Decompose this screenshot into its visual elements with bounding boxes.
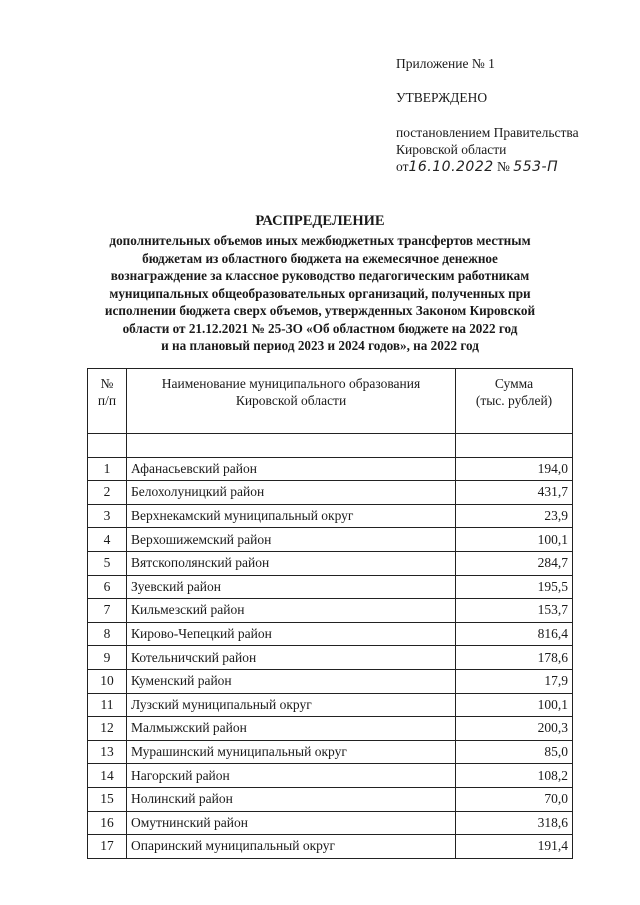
row-municipality: Котельничский район bbox=[127, 646, 456, 670]
table-row bbox=[88, 740, 573, 764]
row-number: 14 bbox=[88, 764, 127, 788]
row-sum: 70,0 bbox=[456, 787, 573, 811]
row-municipality: Вятскополянский район bbox=[127, 551, 456, 575]
decree-line-1: постановлением Правительства bbox=[396, 125, 579, 140]
table-row bbox=[88, 575, 573, 599]
row-number: 10 bbox=[88, 669, 127, 693]
title-line: муниципальных общеобразовательных организаций, полученных при bbox=[109, 285, 531, 301]
row-number: 7 bbox=[88, 599, 127, 623]
row-number: 17 bbox=[88, 835, 127, 859]
row-sum: 153,7 bbox=[456, 599, 573, 623]
table-row bbox=[88, 622, 573, 646]
approved-label: УТВЕРЖДЕНО bbox=[396, 90, 488, 105]
row-municipality: Зуевский район bbox=[127, 575, 456, 599]
row-number: 5 bbox=[88, 551, 127, 575]
row-municipality: Малмыжский район bbox=[127, 717, 456, 741]
table-row bbox=[88, 717, 573, 741]
column-header-name bbox=[127, 369, 456, 434]
table-spacer-row bbox=[88, 434, 573, 458]
row-municipality: Куменский район bbox=[127, 669, 456, 693]
table-row bbox=[88, 457, 573, 481]
decree-date-number bbox=[396, 158, 579, 176]
decree-number-sign: № bbox=[497, 159, 510, 174]
decree-line-2: Кировской области bbox=[396, 142, 507, 157]
title-line: бюджетам из областного бюджета на ежемесячное денежное bbox=[142, 250, 498, 266]
title-line: дополнительных объемов иных межбюджетных трансфертов местным bbox=[109, 233, 531, 248]
row-municipality: Лузский муниципальный округ bbox=[127, 693, 456, 717]
row-municipality: Верхошижемский район bbox=[127, 528, 456, 552]
row-municipality: Мурашинский муниципальный округ bbox=[127, 740, 456, 764]
table-row bbox=[88, 835, 573, 859]
row-municipality: Верхнекамский муниципальный округ bbox=[127, 504, 456, 528]
decree-date: 16.10.2022 bbox=[408, 159, 494, 175]
table-row bbox=[88, 764, 573, 788]
title-line: вознаграждение за классное руководство педагогическим работникам bbox=[110, 268, 530, 283]
row-municipality: Афанасьевский район bbox=[127, 457, 456, 481]
row-sum: 17,9 bbox=[456, 669, 573, 693]
column-header-name-line: Наименование муниципального образования bbox=[161, 376, 421, 391]
row-municipality: Нолинский район bbox=[127, 787, 456, 811]
table-row bbox=[88, 646, 573, 670]
row-number: 3 bbox=[88, 504, 127, 528]
row-municipality: Кирово-Чепецкий район bbox=[127, 622, 456, 646]
column-header-sum-line: Сумма bbox=[494, 376, 534, 391]
row-sum: 431,7 bbox=[456, 481, 573, 505]
title-line: и на плановый период 2023 и 2024 годов», на 2022 год bbox=[161, 338, 479, 353]
table-row bbox=[88, 599, 573, 623]
column-header-sum bbox=[456, 369, 573, 434]
decree-from-label: от bbox=[396, 159, 409, 174]
row-number: 8 bbox=[88, 622, 127, 646]
row-municipality: Опаринский муниципальный округ bbox=[127, 835, 456, 859]
row-number: 13 bbox=[88, 740, 127, 764]
row-number: 1 bbox=[88, 457, 127, 481]
row-municipality: Кильмезский район bbox=[127, 599, 456, 623]
title-line: исполнении бюджета сверх объемов, утвержденных Законом Кировской bbox=[104, 303, 536, 318]
appendix-label: Приложение № 1 bbox=[396, 56, 495, 71]
row-sum: 200,3 bbox=[456, 717, 573, 741]
row-sum: 23,9 bbox=[456, 504, 573, 528]
row-sum: 100,1 bbox=[456, 693, 573, 717]
row-number: 15 bbox=[88, 787, 127, 811]
table-row bbox=[88, 669, 573, 693]
table-row bbox=[88, 504, 573, 528]
row-sum: 178,6 bbox=[456, 646, 573, 670]
row-sum: 85,0 bbox=[456, 740, 573, 764]
column-header-number-line: п/п bbox=[97, 393, 117, 408]
column-header-name-line: Кировской области bbox=[235, 393, 347, 408]
row-municipality: Нагорский район bbox=[127, 764, 456, 788]
row-number: 6 bbox=[88, 575, 127, 599]
column-header-sum-line: (тыс. рублей) bbox=[475, 393, 553, 408]
row-sum: 816,4 bbox=[456, 622, 573, 646]
row-sum: 100,1 bbox=[456, 528, 573, 552]
row-municipality: Белохолуницкий район bbox=[127, 481, 456, 505]
distribution-table bbox=[87, 368, 573, 859]
row-number: 4 bbox=[88, 528, 127, 552]
column-header-number-line: № bbox=[100, 376, 114, 391]
title-main: РАСПРЕДЕЛЕНИЕ bbox=[255, 213, 385, 229]
table-row bbox=[88, 481, 573, 505]
column-header-number bbox=[88, 369, 127, 434]
decree-number: 553-П bbox=[513, 159, 559, 175]
row-number: 11 bbox=[88, 693, 127, 717]
row-sum: 194,0 bbox=[456, 457, 573, 481]
title-line: области от 21.12.2021 № 25-ЗО «Об областном бюджете на 2022 год bbox=[122, 320, 518, 336]
row-number: 9 bbox=[88, 646, 127, 670]
row-number: 12 bbox=[88, 717, 127, 741]
row-sum: 318,6 bbox=[456, 811, 573, 835]
document-title bbox=[60, 212, 580, 355]
table-row bbox=[88, 811, 573, 835]
table-row bbox=[88, 528, 573, 552]
row-municipality: Омутнинский район bbox=[127, 811, 456, 835]
decree-reference bbox=[396, 124, 579, 176]
table-row bbox=[88, 551, 573, 575]
row-sum: 108,2 bbox=[456, 764, 573, 788]
table-header-row bbox=[88, 369, 573, 434]
row-sum: 191,4 bbox=[456, 835, 573, 859]
row-number: 2 bbox=[88, 481, 127, 505]
row-sum: 195,5 bbox=[456, 575, 573, 599]
row-sum: 284,7 bbox=[456, 551, 573, 575]
row-number: 16 bbox=[88, 811, 127, 835]
table-row bbox=[88, 693, 573, 717]
table-row bbox=[88, 787, 573, 811]
